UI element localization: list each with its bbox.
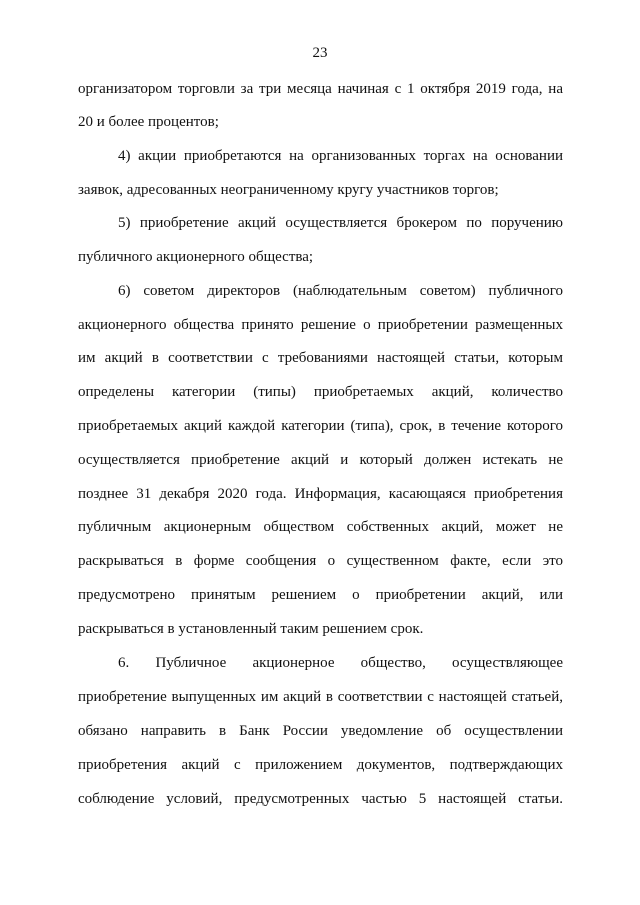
text-line: 20 и более процентов; [78,114,219,130]
text-line: раскрываться в установленный таким решением срок. [78,621,424,637]
text-line: 6. Публичное акционерное общество, осуществляющее [118,655,563,671]
page-number: 23 [312,45,328,61]
text-line: соблюдение условий, предусмотренных частью 5 настоящей статьи. [78,791,563,807]
text-line: предусмотрено принятым решением о приобретении акций, или [78,587,563,603]
text-line: осуществляется приобретение акций и который должен истекать не [78,452,563,468]
text-line: 4) акции приобретаются на организованных торгах на основании [118,148,563,164]
text-line: приобретаемых акций каждой категории (типа), срок, в течение которого [78,418,563,434]
text-line: заявок, адресованных неограниченному кругу участников торгов; [78,182,499,198]
text-line: 5) приобретение акций осуществляется брокером по поручению [118,215,563,231]
text-line: акционерного общества принято решение о приобретении размещенных [78,317,563,333]
text-line: позднее 31 декабря 2020 года. Информация, касающаяся приобретения [78,486,563,502]
text-line: публичного акционерного общества; [78,249,314,265]
text-line: 6) советом директоров (наблюдательным советом) публичного [118,283,563,299]
text-line: приобретение выпущенных им акций в соответствии с настоящей статьей, [78,689,563,705]
text-line: определены категории (типы) приобретаемых акций, количество [78,384,563,400]
text-line: организатором торговли за три месяца начиная с 1 октября 2019 года, на [78,81,563,97]
text-line: приобретения акций с приложением документов, подтверждающих [78,757,563,773]
text-line: им акций в соответствии с требованиями настоящей статьи, которым [78,350,563,366]
text-line: обязано направить в Банк России уведомление об осуществлении [78,723,563,739]
text-line: раскрываться в форме сообщения о существенном факте, если это [78,553,563,569]
text-line: публичным акционерным обществом собственных акций, может не [78,519,563,535]
